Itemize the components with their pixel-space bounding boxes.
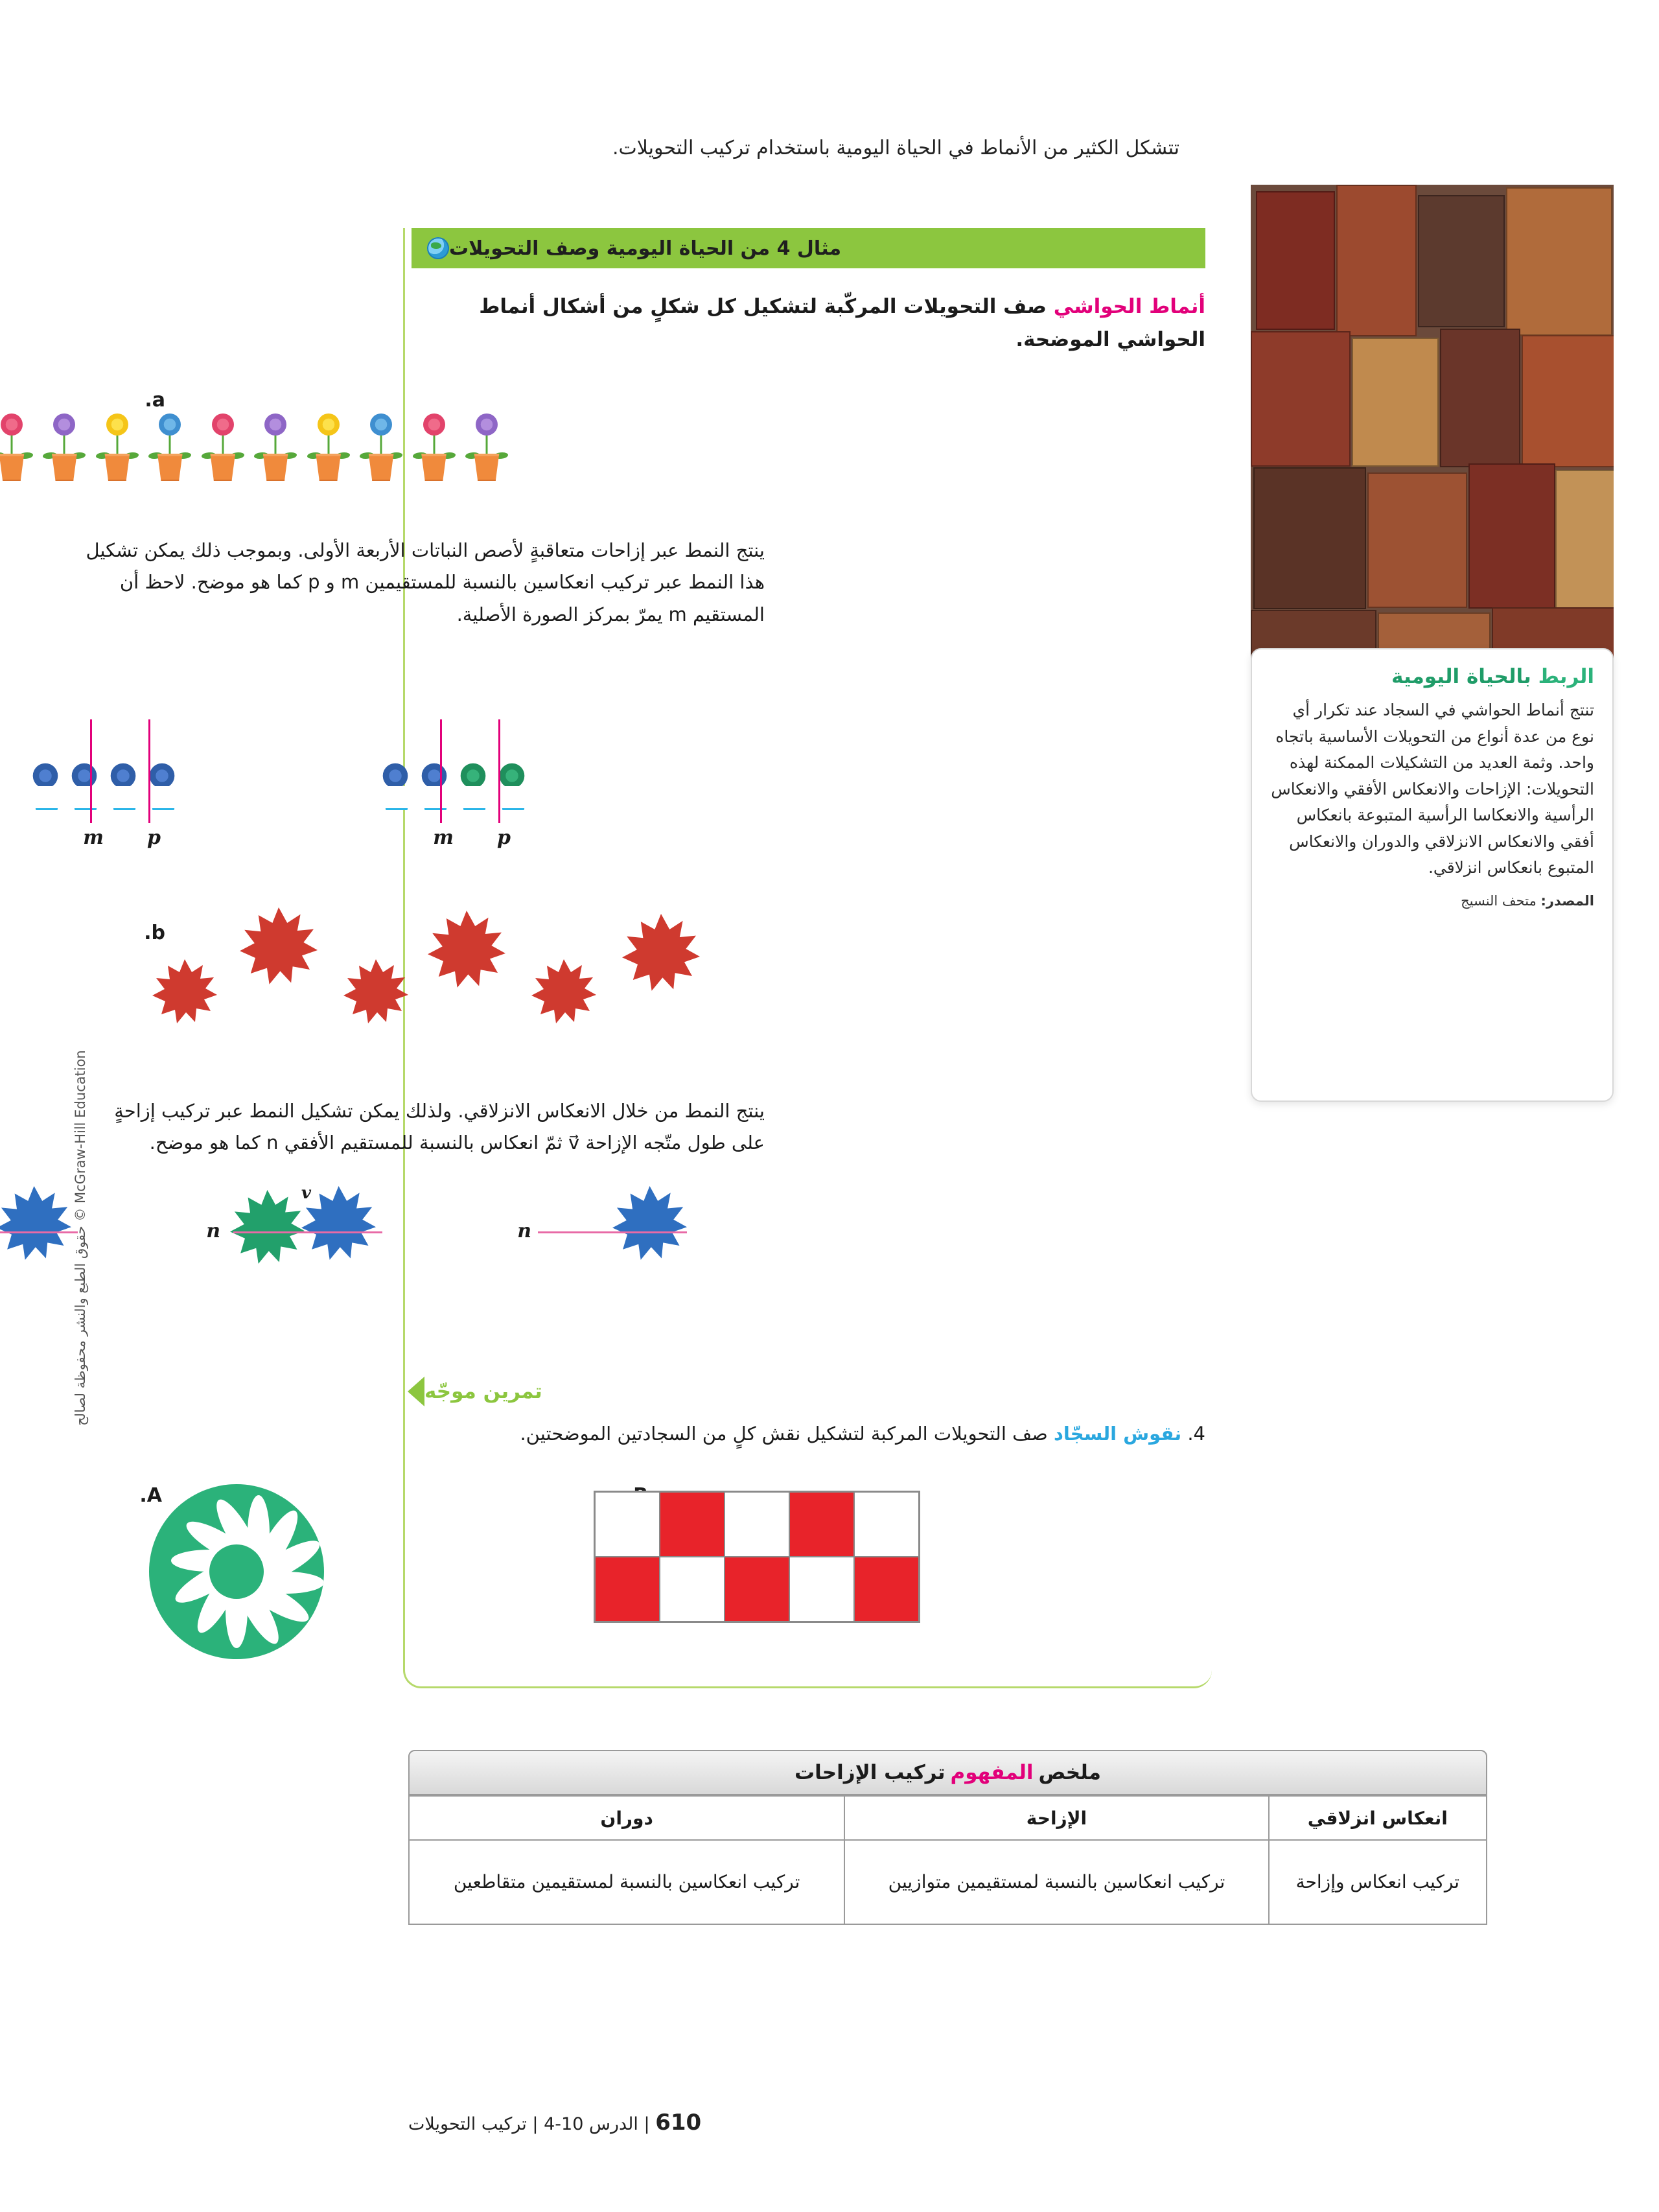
cell-1: تركيب انعكاسين بالنسبة لمستقيمين متوازيين bbox=[844, 1840, 1268, 1924]
side-credit: McGraw-Hill Education © حقوق الطبع والنشر محفوظة لصالح bbox=[73, 1050, 88, 1426]
concept-summary-title-suffix: تركيب الإزاحات bbox=[795, 1761, 946, 1784]
concept-summary bbox=[408, 1750, 1487, 1925]
guided-practice-banner bbox=[424, 1374, 609, 1409]
real-life-body: تنتج أنماط الحواشي في السجاد عند تكرار أي نوع من عدة أنواع من التحويلات الأساسية باتجاه واحد. وثمة العديد من التشكيلات الممكنة لهذه التحويلات: الإزاحات والانعكاس الأفقي والانعكاس الرأسية والانعكاسا الرأسية المتبوعة بانعكاس أفقي والانعكاس الانزلاقي والدوران والانعكاس المتبوع بانعكاس انزلاقي. bbox=[1271, 701, 1594, 877]
line-label-n-2: n bbox=[206, 1220, 220, 1242]
footer-lesson: الدرس 10-4 bbox=[544, 2114, 638, 2134]
page-number: 610 bbox=[655, 2110, 702, 2136]
real-life-title-bold: بالحياة اليومية bbox=[1391, 665, 1531, 688]
example-header-label: مثال 4 من الحياة اليومية وصف التحويلات bbox=[449, 237, 842, 260]
real-life-source bbox=[1270, 893, 1594, 909]
guided-practice-label: تمرين موجّه bbox=[424, 1380, 542, 1403]
example-header bbox=[412, 228, 1205, 268]
concept-summary-title bbox=[408, 1750, 1487, 1795]
guided-practice-question bbox=[418, 1423, 1205, 1445]
reflection-diagrams bbox=[0, 668, 557, 856]
question-number: 4. bbox=[1187, 1423, 1205, 1445]
pot-unit bbox=[39, 398, 89, 481]
rug-rosette-figure bbox=[149, 1484, 324, 1659]
paragraph-b: ينتج النمط من خلال الانعكاس الانزلاقي. ولذلك يمكن تشكيل النمط عبر تركيب إزاحةٍ على طول متّجه الإزاحة v⃗ ثمّ انعكاس بالنسبة للمستقيم الأفقي n كما هو موضح. bbox=[114, 1100, 765, 1154]
axis-label-p: p bbox=[497, 826, 511, 849]
column-header-0: انعكاس انزلاقي bbox=[1269, 1796, 1487, 1840]
concept-summary-title-prefix: ملخص bbox=[1038, 1761, 1101, 1784]
diagram-3 bbox=[285, 668, 557, 856]
question-text: صف التحويلات المركبة لتشكيل نقش كلٍ من السجادتين الموضحتين. bbox=[520, 1423, 1048, 1445]
column-header-2: دوران bbox=[409, 1796, 844, 1840]
real-life-title-plain: الربط bbox=[1538, 665, 1594, 688]
real-life-connection-box bbox=[1251, 648, 1614, 1102]
footer-title: تركيب التحويلات bbox=[408, 2114, 527, 2134]
footer-separator-2: | bbox=[532, 2114, 539, 2134]
pot-unit bbox=[0, 398, 37, 481]
real-life-title bbox=[1270, 665, 1594, 688]
question-keyword: نقوش السجّاد bbox=[1054, 1423, 1182, 1445]
globe-icon bbox=[427, 237, 449, 259]
pot-unit bbox=[198, 398, 248, 481]
part-a-label: a. bbox=[145, 389, 165, 412]
example-prompt-keyword: أنماط الحواشي bbox=[1053, 295, 1205, 318]
glide-reflection-diagrams bbox=[0, 1183, 700, 1309]
page-footer bbox=[408, 2110, 1487, 2136]
diagram-1 bbox=[0, 668, 207, 856]
concept-summary-table bbox=[408, 1795, 1487, 1925]
line-label-n-1: n bbox=[517, 1220, 531, 1242]
pot-unit bbox=[356, 398, 406, 481]
axis-label-m: m bbox=[83, 826, 104, 849]
cell-0: تركيب انعكاس وإزاحة bbox=[1269, 1840, 1487, 1924]
pot-unit bbox=[145, 398, 195, 481]
pot-unit bbox=[92, 398, 143, 481]
rug-checkerboard-figure bbox=[594, 1491, 920, 1623]
cell-2: تركيب انعكاسين بالنسبة لمستقيمين متقاطعين bbox=[409, 1840, 844, 1924]
intro-text: تتشكل الكثير من الأنماط في الحياة اليومية باستخدام تركيب التحويلات. bbox=[612, 137, 1179, 159]
red-star-pattern bbox=[0, 907, 700, 1056]
pot-unit bbox=[461, 398, 512, 481]
example-prompt-text: صف التحويلات المركّبة لتشكيل كل شكلٍ من أشكال أنماط الحواشي الموضحة. bbox=[479, 295, 1205, 352]
table-header-row bbox=[409, 1796, 1487, 1840]
pot-unit bbox=[303, 398, 354, 481]
paragraph-a: ينتج النمط عبر إزاحات متعاقبةٍ لأصص النباتات الأربعة الأولى. وبموجب ذلك يمكن تشكيل هذا النمط عبر تركيب انعكاسين بالنسبة للمستقيمين m و p كما هو موضح. لاحظ أن المستقيم m يمرّ بمركز الصورة الأصلية. bbox=[86, 539, 765, 625]
pot-unit bbox=[409, 398, 459, 481]
footer-separator-1: | bbox=[644, 2114, 650, 2134]
concept-summary-title-keyword: المفهوم bbox=[950, 1761, 1034, 1784]
real-life-source-label: المصدر: bbox=[1540, 892, 1594, 909]
table-row bbox=[409, 1840, 1487, 1924]
vector-label-v: v bbox=[301, 1183, 311, 1203]
flower-border-pattern bbox=[0, 397, 512, 481]
option-a-label: A. bbox=[139, 1484, 162, 1507]
part-b-label: b. bbox=[144, 922, 165, 944]
example-prompt bbox=[418, 290, 1205, 356]
axis-label-p: p bbox=[147, 826, 161, 849]
real-life-source-value: متحف النسيج bbox=[1461, 892, 1537, 909]
column-header-1: الإزاحة bbox=[844, 1796, 1268, 1840]
axis-label-m: m bbox=[433, 826, 454, 849]
pot-unit bbox=[250, 398, 301, 481]
